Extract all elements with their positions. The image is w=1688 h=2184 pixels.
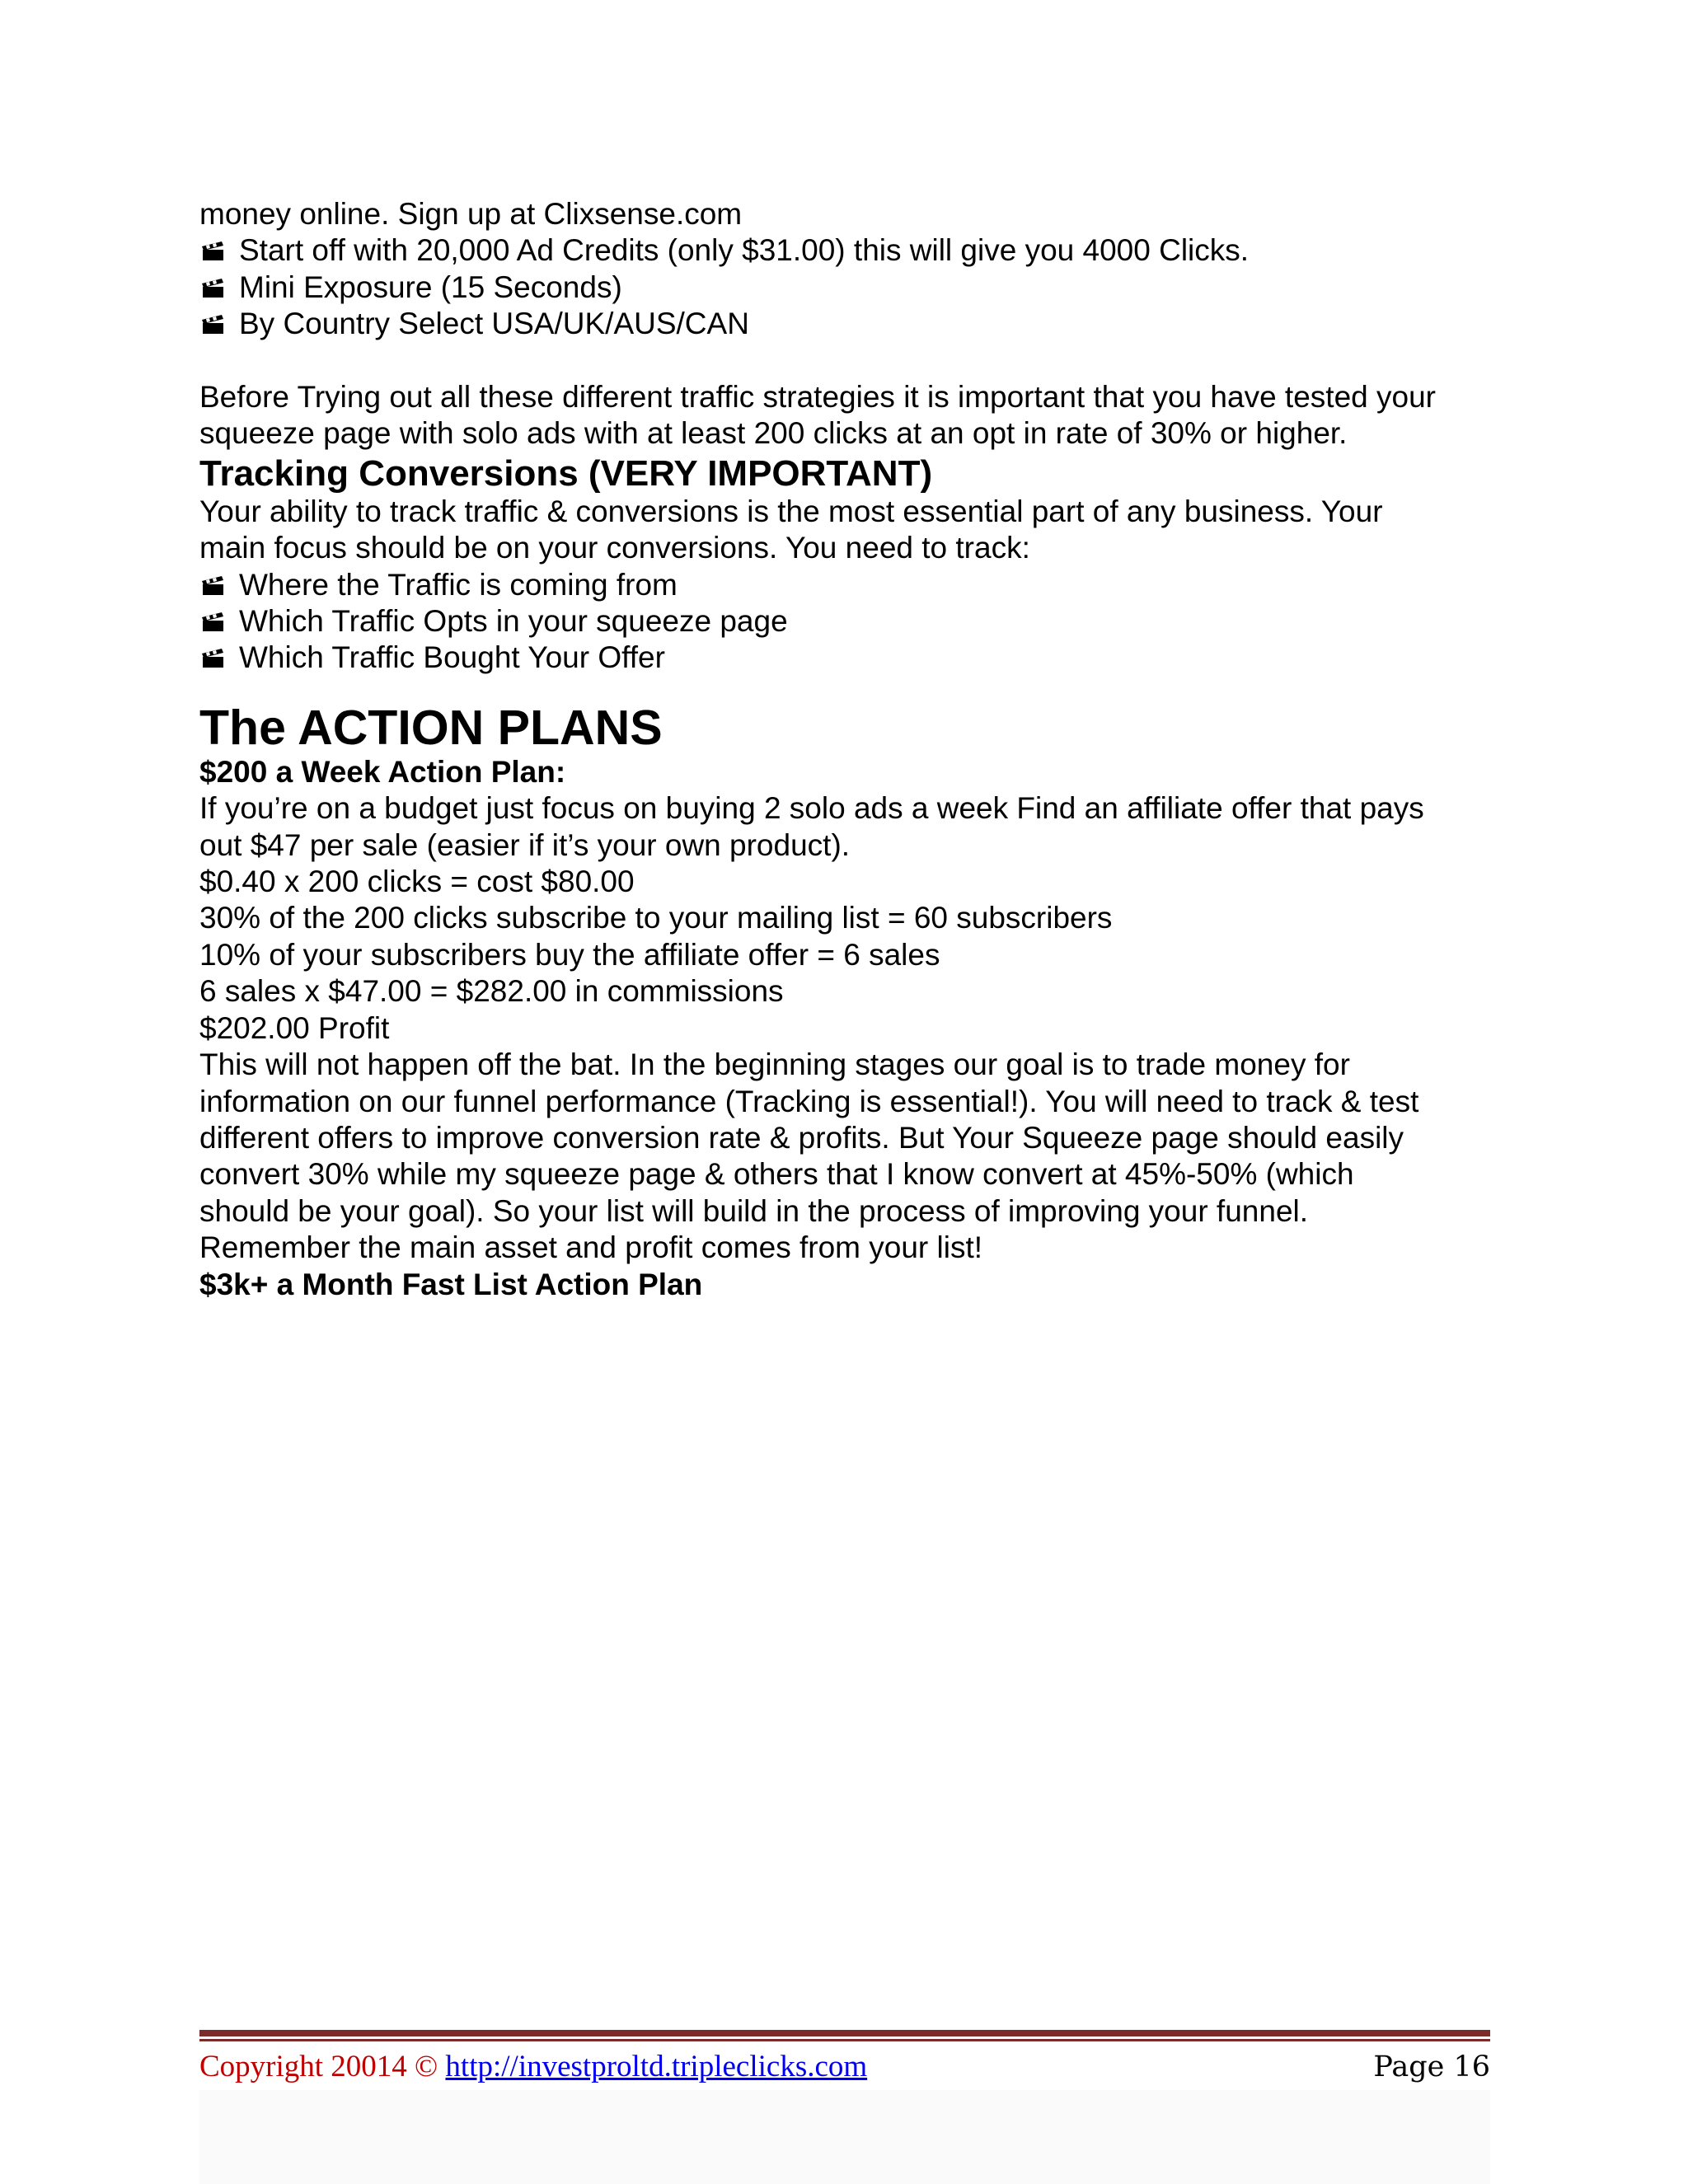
list-item-text: Which Traffic Bought Your Offer (239, 640, 665, 675)
calculation-line: 6 sales x $47.00 = $282.00 in commissions (199, 974, 784, 1009)
clapperboard-icon (202, 649, 224, 668)
paragraph-spacer (199, 343, 1502, 379)
list-item (199, 567, 1502, 603)
action-plans-heading: The ACTION PLANS (199, 700, 663, 755)
copyright-text: Copyright 20014 © (199, 2050, 446, 2083)
paragraph-line: should be your goal). So your list will build in the process of improving your funnel. (199, 1193, 1309, 1228)
calculation-line: 10% of your subscribers buy the affiliate offer = 6 sales (199, 937, 940, 972)
list-item-text: Start off with 20,000 Ad Credits (only $31.00) this will give you 4000 Clicks. (239, 233, 1250, 268)
list-item (199, 232, 1502, 269)
calculation-line: $0.40 x 200 clicks = cost $80.00 (199, 865, 635, 899)
paragraph-line: If you’re on a budget just focus on buying 2 solo ads a week Find an affiliate offer that pays (199, 791, 1424, 826)
profit-line: $202.00 Profit (199, 1010, 390, 1045)
footer-copyright (199, 2047, 867, 2087)
list-item-text: Which Traffic Opts in your squeeze page (239, 604, 788, 639)
clapperboard-icon (202, 279, 224, 298)
paragraph-line: Remember the main asset and profit comes from your list! (199, 1230, 983, 1265)
paragraph-line: out $47 per sale (easier if it’s your own product). (199, 827, 851, 862)
page-content (199, 196, 1502, 1303)
paragraph-line: This will not happen off the bat. In the beginning stages our goal is to trade money for (199, 1047, 1350, 1082)
list-item (199, 603, 1502, 640)
list-item (199, 640, 1502, 676)
clapperboard-icon (202, 576, 224, 596)
list-item (199, 306, 1502, 342)
clapperboard-icon (202, 612, 224, 632)
month-plan-heading: $3k+ a Month Fast List Action Plan (199, 1267, 703, 1301)
tracking-heading: Tracking Conversions (VERY IMPORTANT) (199, 452, 933, 494)
page-number: Page 16 (1373, 2050, 1490, 2083)
paragraph-line: information on our funnel performance (Tracking is essential!). You will need to track & test (199, 1084, 1419, 1118)
paragraph-line: convert 30% while my squeeze page & others that I know convert at 45%-50% (which (199, 1157, 1354, 1192)
clapperboard-icon (202, 315, 224, 335)
paragraph-line: Your ability to track traffic & conversions is the most essential part of any business. Your (199, 494, 1383, 528)
paragraph-line: Before Trying out all these different traffic strategies it is important that you have tested your (199, 380, 1436, 415)
list-item-text: Where the Traffic is coming from (239, 567, 678, 602)
list-item-text: By Country Select USA/UK/AUS/CAN (239, 307, 749, 341)
footer-divider-thin (199, 2039, 1490, 2041)
week-plan-heading: $200 a Week Action Plan: (199, 754, 566, 789)
paragraph-line: main focus should be on your conversions. You need to track: (199, 531, 1030, 565)
paragraph-line: squeeze page with solo ads with at least 200 clicks at an opt in rate of 30% or higher. (199, 416, 1348, 451)
paragraph-line: different offers to improve conversion rate & profits. But Your Squeeze page should easily (199, 1120, 1404, 1155)
calculation-line: 30% of the 200 clicks subscribe to your mailing list = 60 subscribers (199, 901, 1113, 935)
page-bottom-band (199, 2090, 1490, 2184)
footer-divider (199, 2030, 1490, 2036)
list-item (199, 269, 1502, 306)
footer-link[interactable]: http://investproltd.tripleclicks.com (445, 2050, 868, 2083)
list-item-text: Mini Exposure (15 Seconds) (239, 269, 622, 304)
intro-line: money online. Sign up at Clixsense.com (199, 197, 743, 231)
clapperboard-icon (202, 241, 224, 261)
